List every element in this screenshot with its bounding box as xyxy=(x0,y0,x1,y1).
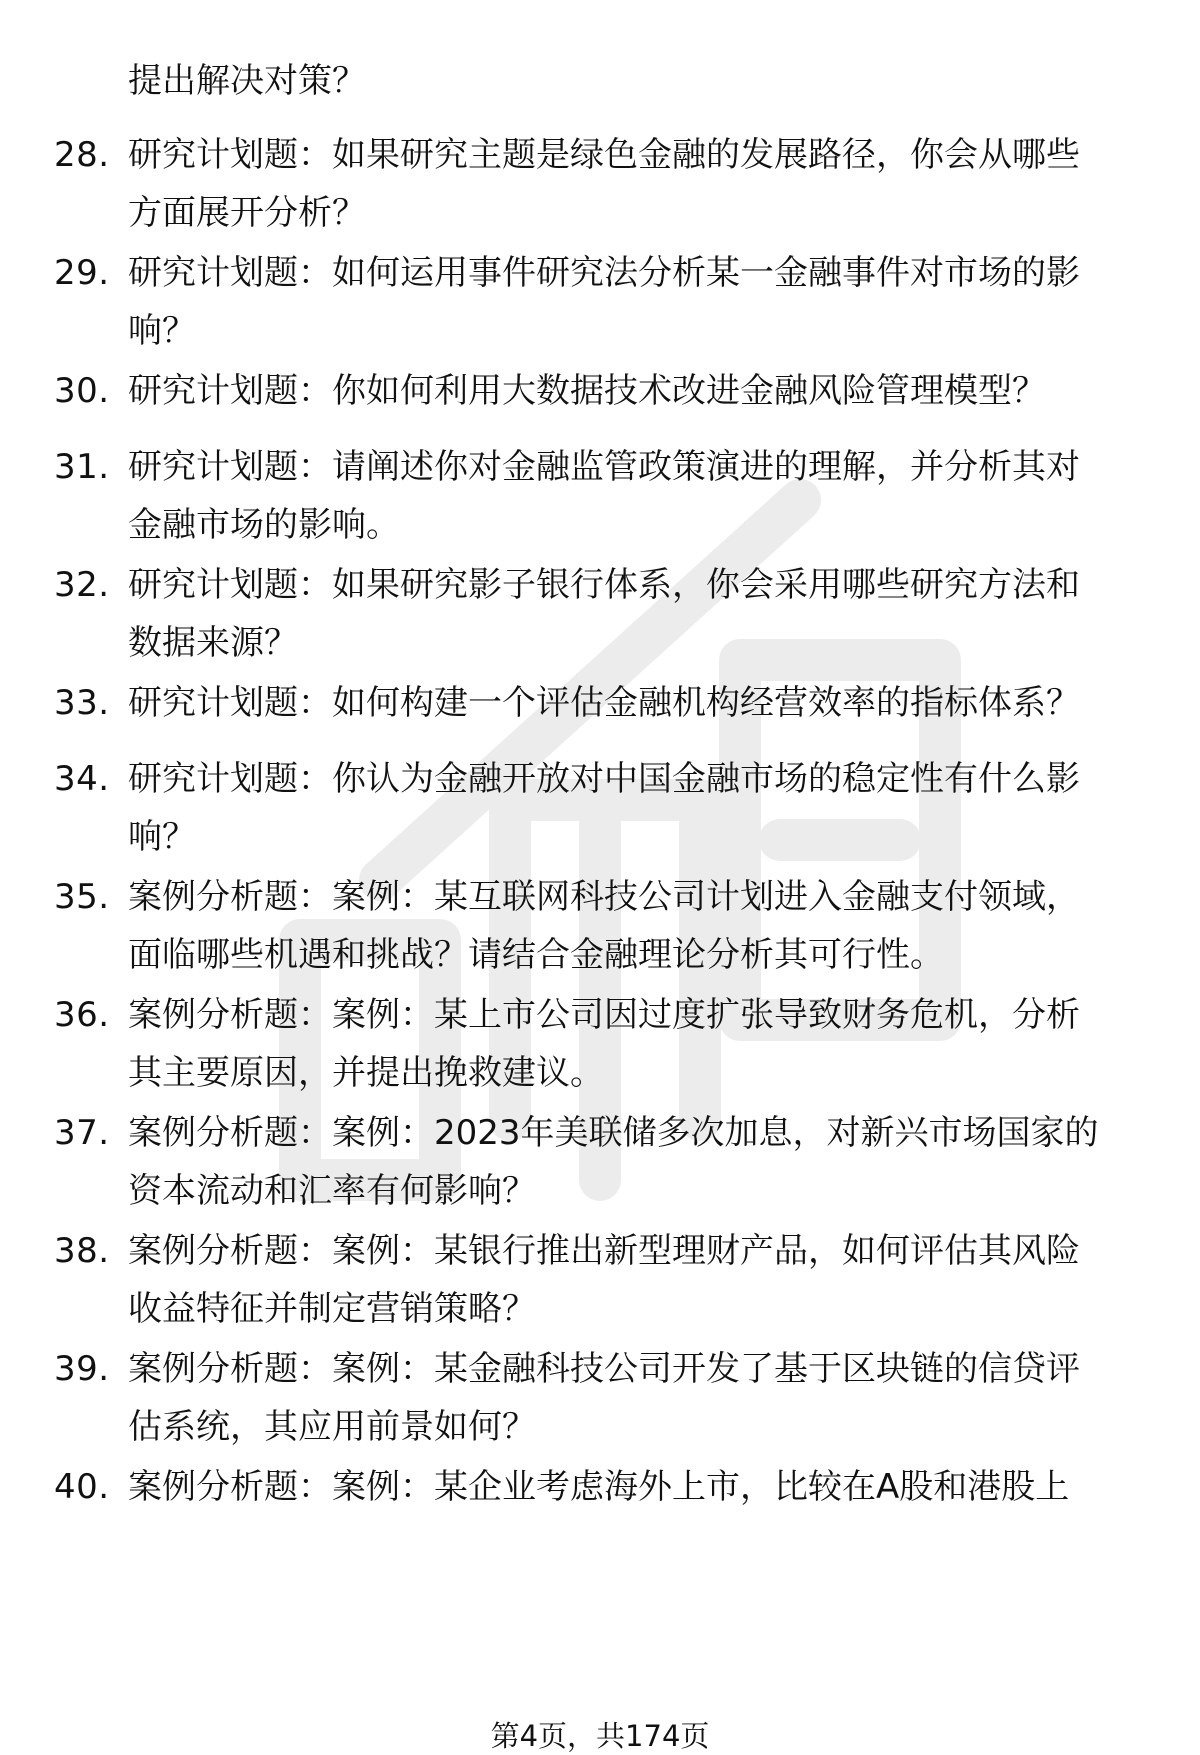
item-text: 研究计划题：如何构建一个评估金融机构经营效率的指标体系？ xyxy=(128,683,1080,723)
item-number: 32. xyxy=(54,565,110,605)
item-number: 37. xyxy=(54,1113,110,1153)
item-number: 39. xyxy=(54,1349,110,1389)
item-text: 案例分析题：案例：某互联网科技公司计划进入金融支付领域， 面临哪些机遇和挑战？请结合金融理论分析其可行性。 xyxy=(128,877,1080,975)
item-text: 研究计划题：请阐述你对金融监管政策演进的理解，并分析其对 金融市场的影响。 xyxy=(128,447,1080,545)
item-number: 36. xyxy=(54,995,110,1035)
page-footer: 第4页，共174页 xyxy=(490,1719,710,1753)
item-number: 30. xyxy=(54,371,110,411)
item-text: 案例分析题：案例：某上市公司因过度扩张导致财务危机，分析 其主要原因，并提出挽救建议。 xyxy=(128,995,1080,1093)
item-text: 研究计划题：你认为金融开放对中国金融市场的稳定性有什么影 响？ xyxy=(128,759,1080,857)
item-number: 28. xyxy=(54,135,110,175)
item-text: 研究计划题：如何运用事件研究法分析某一金融事件对市场的影 响？ xyxy=(128,253,1080,351)
item-text: 案例分析题：案例：某金融科技公司开发了基于区块链的信贷评 估系统，其应用前景如何？ xyxy=(128,1349,1080,1447)
item-number: 29. xyxy=(54,253,110,293)
item-text: 案例分析题：案例：2023年美联储多次加息，对新兴市场国家的 资本流动和汇率有何影响？ xyxy=(128,1113,1099,1211)
item-text: 案例分析题：案例：某银行推出新型理财产品，如何评估其风险 收益特征并制定营销策略？ xyxy=(128,1231,1080,1329)
item-number: 31. xyxy=(54,447,110,487)
continuation-text: 提出解决对策？ xyxy=(128,61,366,101)
item-number: 40. xyxy=(54,1467,110,1507)
item-number: 35. xyxy=(54,877,110,917)
item-number: 33. xyxy=(54,683,110,723)
item-number: 38. xyxy=(54,1231,110,1271)
item-text: 研究计划题：如果研究主题是绿色金融的发展路径，你会从哪些 方面展开分析？ xyxy=(128,135,1080,233)
item-number: 34. xyxy=(54,759,110,799)
item-text: 研究计划题：如果研究影子银行体系，你会采用哪些研究方法和 数据来源？ xyxy=(128,565,1080,663)
item-text: 案例分析题：案例：某企业考虑海外上市，比较在A股和港股上 xyxy=(128,1467,1070,1507)
item-text: 研究计划题：你如何利用大数据技术改进金融风险管理模型？ xyxy=(128,371,1046,411)
